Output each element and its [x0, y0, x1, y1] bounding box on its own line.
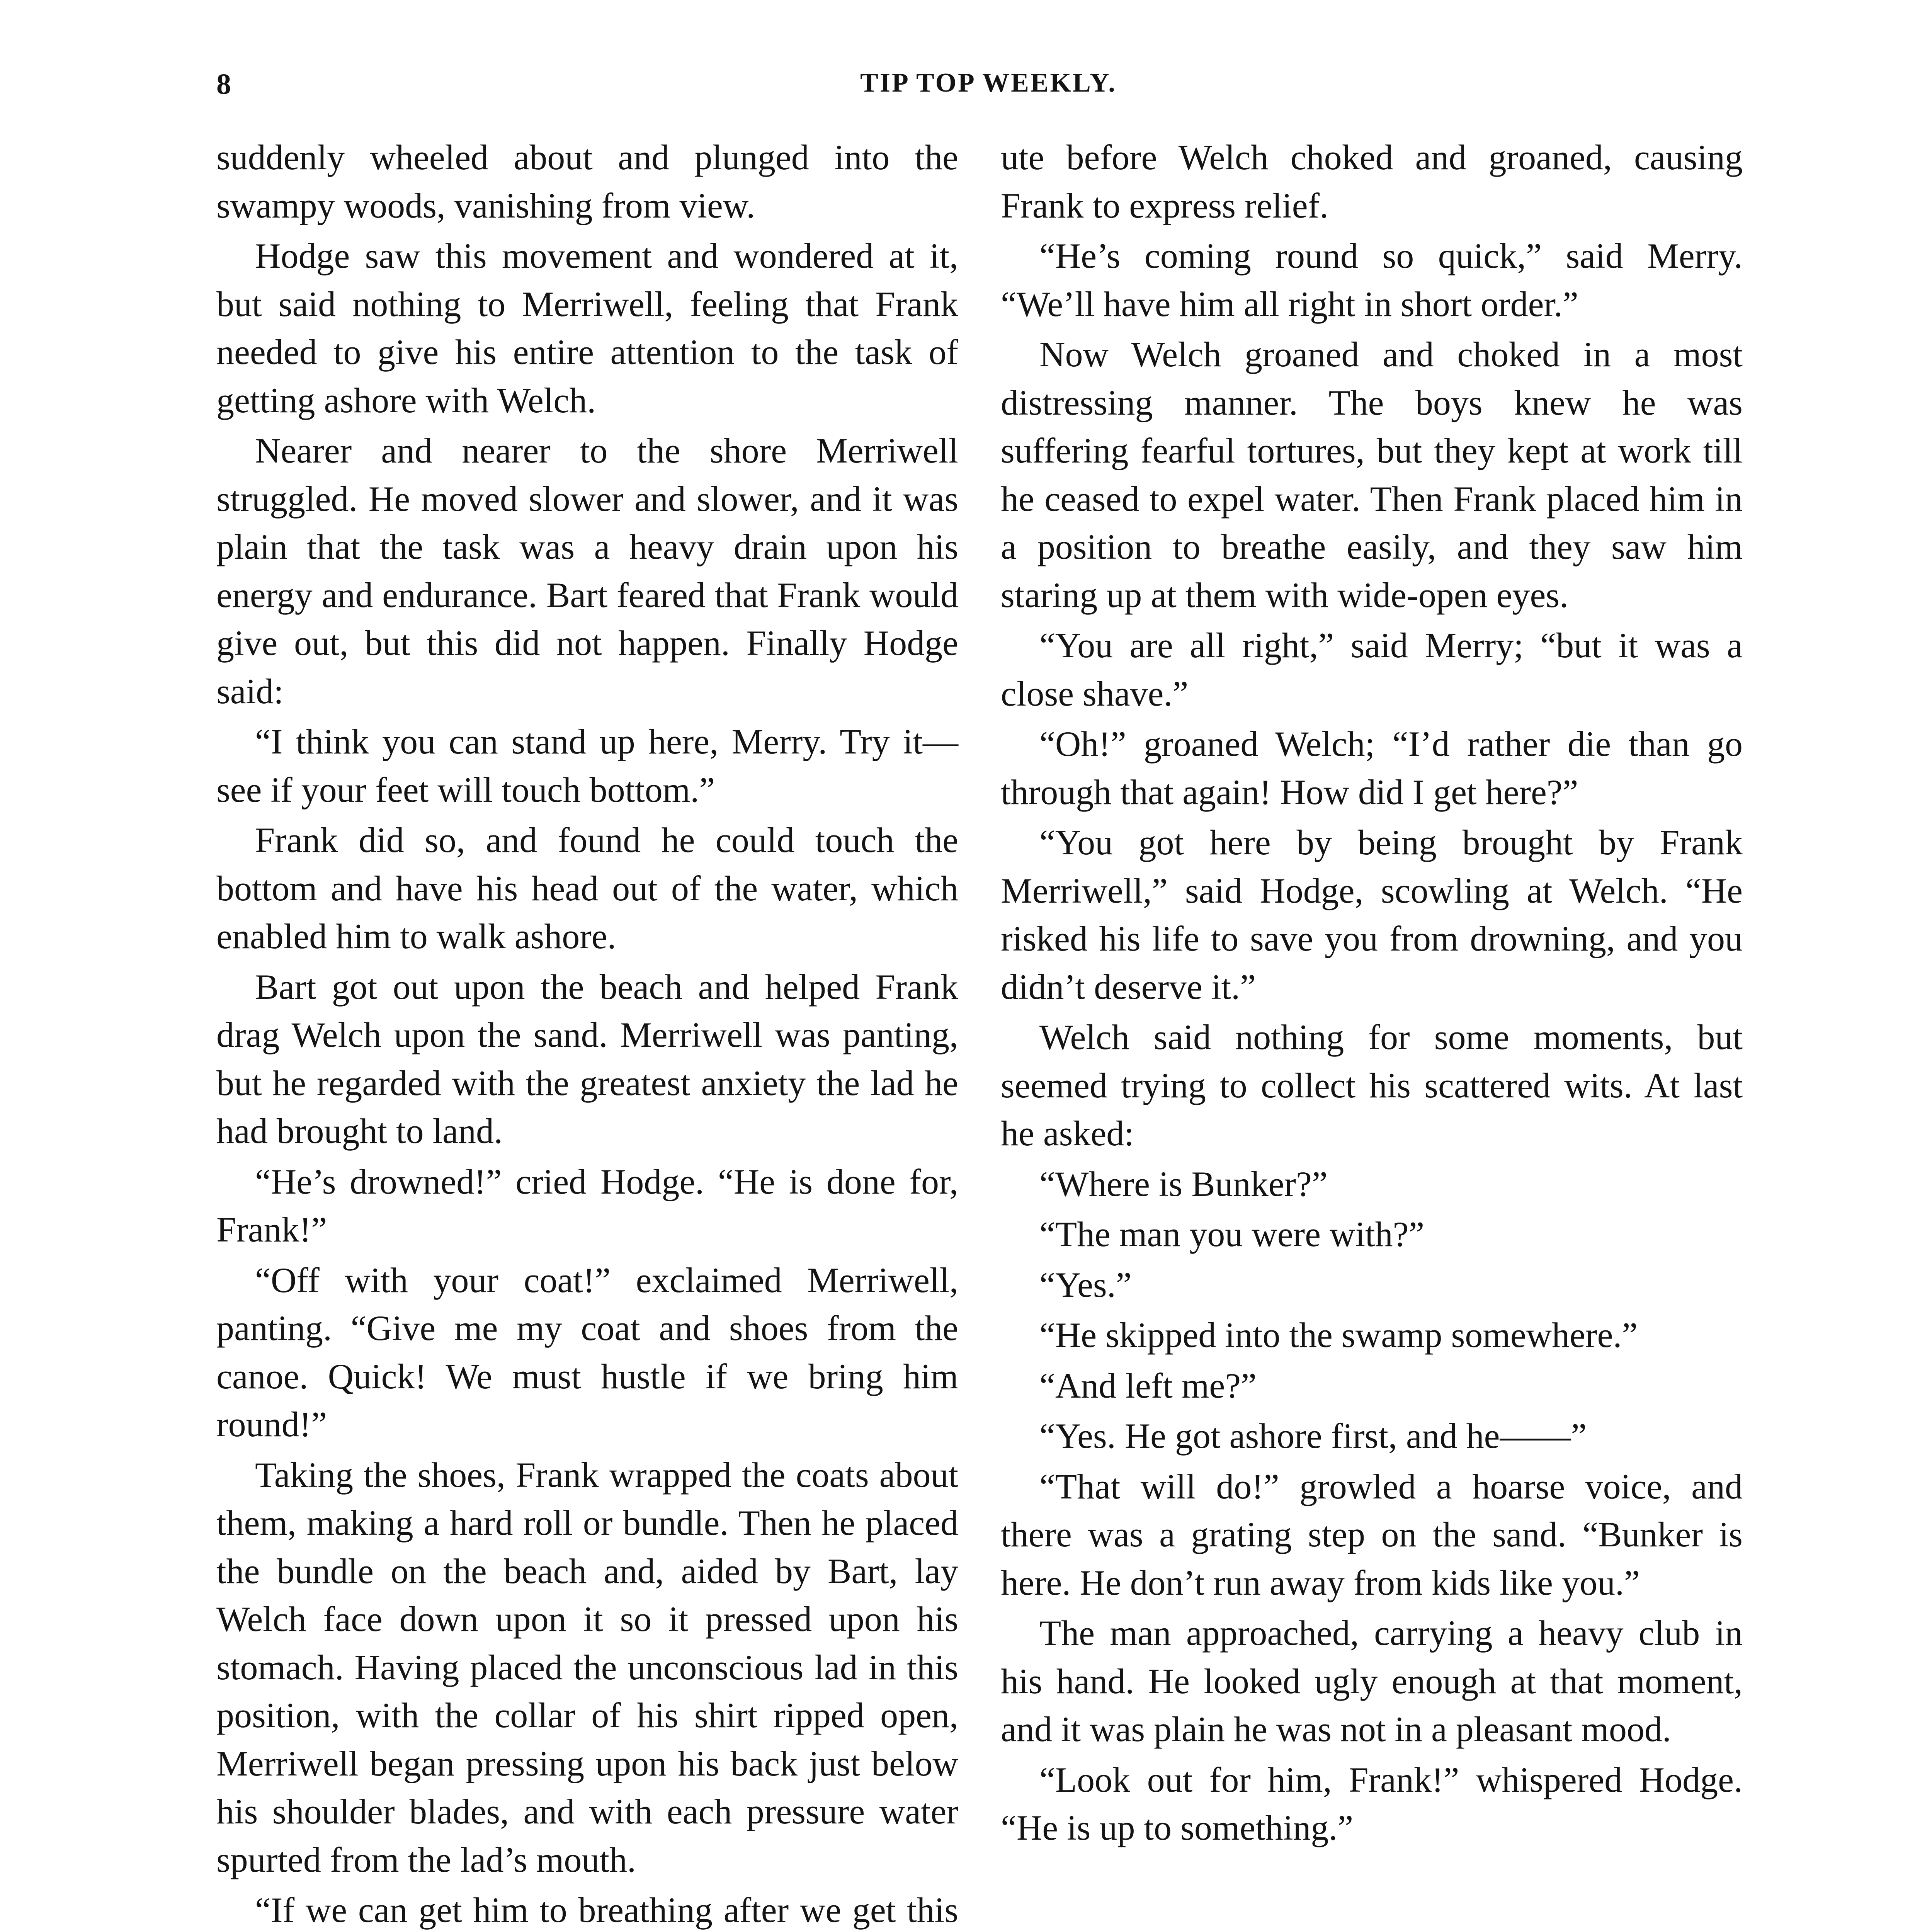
paragraph: ute before Welch choked and groaned, causing Frank to express relief. — [1001, 138, 1743, 225]
paragraph: Nearer and nearer to the shore Merriwell struggled. He moved slower and slower, and it was plain that the task was a heavy drain upon his energy and endurance. Bart feared that Frank would give out, but this did not happen. Finally Hodge said: — [216, 431, 958, 711]
paragraph: “I think you can stand up here, Merry. Try it—see if your feet will touch bottom.” — [216, 722, 958, 810]
running-head-title: TIP TOP WEEKLY. — [860, 68, 1117, 98]
paragraph: “Off with your coat!” exclaimed Merriwell, panting. “Give me my coat and shoes from the canoe. Quick! We must hustle if we bring him round!” — [216, 1260, 958, 1444]
paragraph: “You got here by being brought by Frank Merriwell,” said Hodge, scowling at Welch. “He risked his life to save you from drowning, and you didn’t deserve it.” — [1001, 823, 1743, 1007]
paragraph: “Oh!” groaned Welch; “I’d rather die than go through that again! How did I get here?” — [1001, 724, 1743, 812]
paragraph: “He’s drowned!” cried Hodge. “He is done for, Frank!” — [216, 1162, 958, 1249]
paragraph: “You are all right,” said Merry; “but it was a close shave.” — [1001, 626, 1743, 713]
paragraph: “And left me?” — [1039, 1366, 1257, 1405]
paragraph: Bart got out upon the beach and helped Frank drag Welch upon the sand. Merriwell was panting, but he regarded with the greatest anxiety the lad he had brought to land. — [216, 967, 958, 1151]
left-column — [216, 133, 958, 1932]
paragraph: “Where is Bunker?” — [1039, 1164, 1328, 1204]
page-number: 8 — [216, 68, 231, 100]
paragraph: Welch said nothing for some moments, but seemed trying to collect his scattered wits. At last he asked: — [1001, 1017, 1743, 1153]
paragraph: “Yes.” — [1039, 1265, 1132, 1304]
paragraph: suddenly wheeled about and plunged into the swampy woods, vanishing from view. — [216, 138, 958, 225]
paragraph: “If we can get him to breathing after we get this — [255, 1890, 958, 1930]
paragraph: “The man you were with?” — [1039, 1214, 1425, 1254]
paragraph: Hodge saw this movement and wondered at it, but said nothing to Merriwell, feeling that Frank needed to give his entire attention to the task of getting ashore with Welch. — [216, 236, 958, 420]
paragraph: “He skipped into the swamp somewhere.” — [1039, 1315, 1638, 1355]
paragraph: Now Welch groaned and choked in a most distressing manner. The boys knew he was suffering fearful tortures, but they kept at work till he ceased to expel water. Then Frank placed him in a position to breathe easily, and they saw him staring up at them with wide-open eyes. — [1001, 335, 1743, 615]
paragraph: “Look out for him, Frank!” whispered Hodge. “He is up to something.” — [1001, 1760, 1743, 1847]
paragraph: The man approached, carrying a heavy club in his hand. He looked ugly enough at that moment, and it was plain he was not in a pleasant mood. — [1001, 1613, 1743, 1749]
paragraph: “Yes. He got ashore first, and he——” — [1039, 1416, 1587, 1456]
paragraph: “He’s coming round so quick,” said Merry. “We’ll have him all right in short order.” — [1001, 236, 1743, 324]
right-column — [1001, 133, 1743, 1854]
paragraph: “That will do!” growled a hoarse voice, and there was a grating step on the sand. “Bunker is here. He don’t run away from kids like you.” — [1001, 1466, 1743, 1602]
paragraph: Frank did so, and found he could touch the bottom and have his head out of the water, which enabled him to walk ashore. — [216, 820, 958, 956]
paragraph: Taking the shoes, Frank wrapped the coats about them, making a hard roll or bundle. Then he placed the bundle on the beach and, aided by Bart, lay Welch face down upon it so it pressed upon his stomach. Having placed the unconscious lad in this position, with the collar of his shirt ripped open, Merriwell began pressing upon his back just below his shoulder blades, and with each pressure water spurted from the lad’s mouth. — [216, 1455, 958, 1879]
